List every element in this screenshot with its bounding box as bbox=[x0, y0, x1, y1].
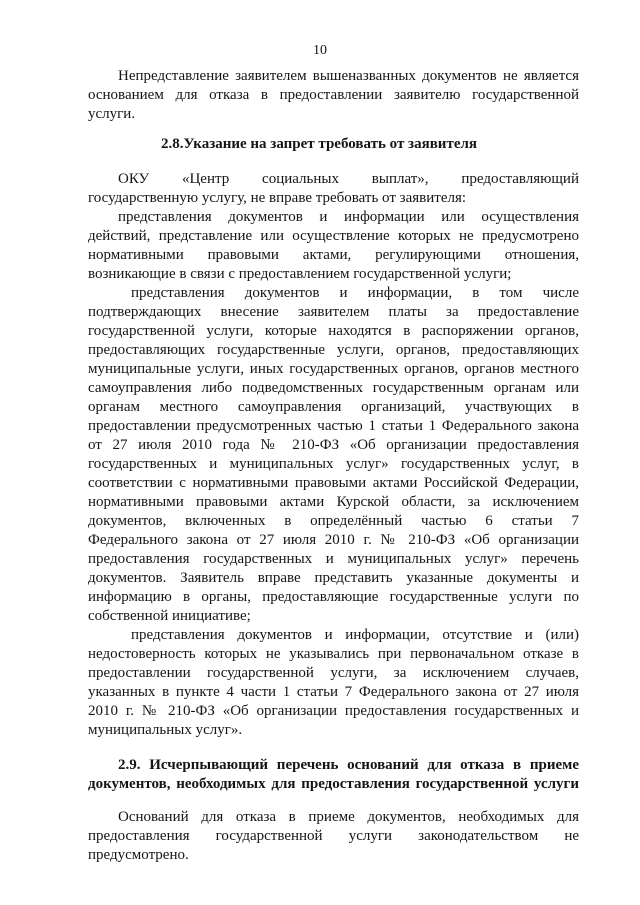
paragraph-line: действий, представление или осуществление которых не предусмотрено bbox=[88, 228, 579, 244]
paragraph-line: государственную услугу, не вправе требовать от заявителя: bbox=[88, 190, 467, 206]
paragraph-line: ОКУ «Центр социальных выплат», предоставляющий bbox=[118, 171, 579, 187]
paragraph-line: государственных и муниципальных услуг» государственных услуг, в bbox=[88, 456, 579, 472]
section-heading-2-8: 2.8.Указание на запрет требовать от заявителя bbox=[161, 136, 478, 152]
paragraph-line: подтверждающих внесение заявителем платы за предоставление bbox=[88, 304, 579, 320]
paragraph-line: самоуправления либо подведомственных государственным органам или bbox=[88, 380, 579, 396]
section-heading-2-9-cont: документов, необходимых для предоставления государственной услуги bbox=[88, 776, 579, 792]
paragraph-line: предоставлении государственной услуги, за исключением случаев, bbox=[88, 665, 579, 681]
paragraph-line: предоставления государственной услуги законодательством не bbox=[88, 828, 579, 844]
paragraph-line: документов, включенных в определённый частью 6 статьи 7 bbox=[88, 513, 579, 529]
paragraph-line: основанием для отказа в предоставлении заявителю государственной bbox=[88, 87, 579, 103]
paragraph-line: предусмотрено. bbox=[88, 847, 189, 863]
paragraph-line: нормативными правовыми актами Курской области, за исключением bbox=[88, 494, 579, 510]
paragraph-line: указанных в пункте 4 части 1 статьи 7 Федерального закона от 27 июля bbox=[88, 684, 579, 700]
paragraph-line: представления документов и информации, отсутствие и (или) bbox=[131, 627, 579, 643]
page-number: 10 bbox=[313, 43, 327, 58]
paragraph-line: предоставления государственных и муниципальных услуг» перечень bbox=[88, 551, 579, 567]
paragraph-line: Оснований для отказа в приеме документов, необходимых для bbox=[118, 809, 579, 825]
paragraph-line: государственной услуги, которые находятся в распоряжении органов, bbox=[88, 323, 579, 339]
paragraph-line: соответствии с нормативными правовыми актами Российской Федерации, bbox=[88, 475, 579, 491]
paragraph-line: собственной инициативе; bbox=[88, 608, 251, 624]
paragraph-line: 2010 г. № 210-ФЗ «Об организации предоставления государственных и bbox=[88, 703, 579, 719]
paragraph-line: от 27 июля 2010 года № 210-ФЗ «Об организации предоставления bbox=[88, 437, 579, 453]
paragraph-line: муниципальных услуг». bbox=[88, 722, 243, 738]
paragraph-line: возникающие в связи с предоставлением государственной услуги; bbox=[88, 266, 512, 282]
paragraph-line: органам местного самоуправления организаций, участвующих в bbox=[88, 399, 579, 415]
paragraph-line: нормативными правовыми актами, регулирующими отношения, bbox=[88, 247, 579, 263]
paragraph-line: Федерального закона от 27 июля 2010 г. № 210-ФЗ «Об организации bbox=[88, 532, 579, 548]
section-heading-2-9: 2.9. Исчерпывающий перечень оснований для отказа в приеме bbox=[118, 757, 579, 773]
paragraph-line: предоставлении предусмотренных частью 1 статьи 1 Федерального закона bbox=[88, 418, 579, 434]
paragraph-line: недостоверность которых не указывались при первоначальном отказе в bbox=[88, 646, 579, 662]
paragraph-line: предоставляющих государственные услуги, органов, предоставляющих bbox=[88, 342, 579, 358]
paragraph-line: документов. Заявитель вправе представить указанные документы и bbox=[88, 570, 579, 586]
paragraph-line: представления документов и информации, в том числе bbox=[131, 285, 579, 301]
paragraph-line: представления документов и информации или осуществления bbox=[118, 209, 579, 225]
paragraph-line: Непредставление заявителем вышеназванных документов не является bbox=[118, 68, 579, 84]
paragraph-line: услуги. bbox=[88, 106, 136, 122]
paragraph-line: муниципальные услуги, иных государственных органов, органов местного bbox=[88, 361, 579, 377]
paragraph-line: информацию в органы, предоставляющие государственные услуги по bbox=[88, 589, 579, 605]
